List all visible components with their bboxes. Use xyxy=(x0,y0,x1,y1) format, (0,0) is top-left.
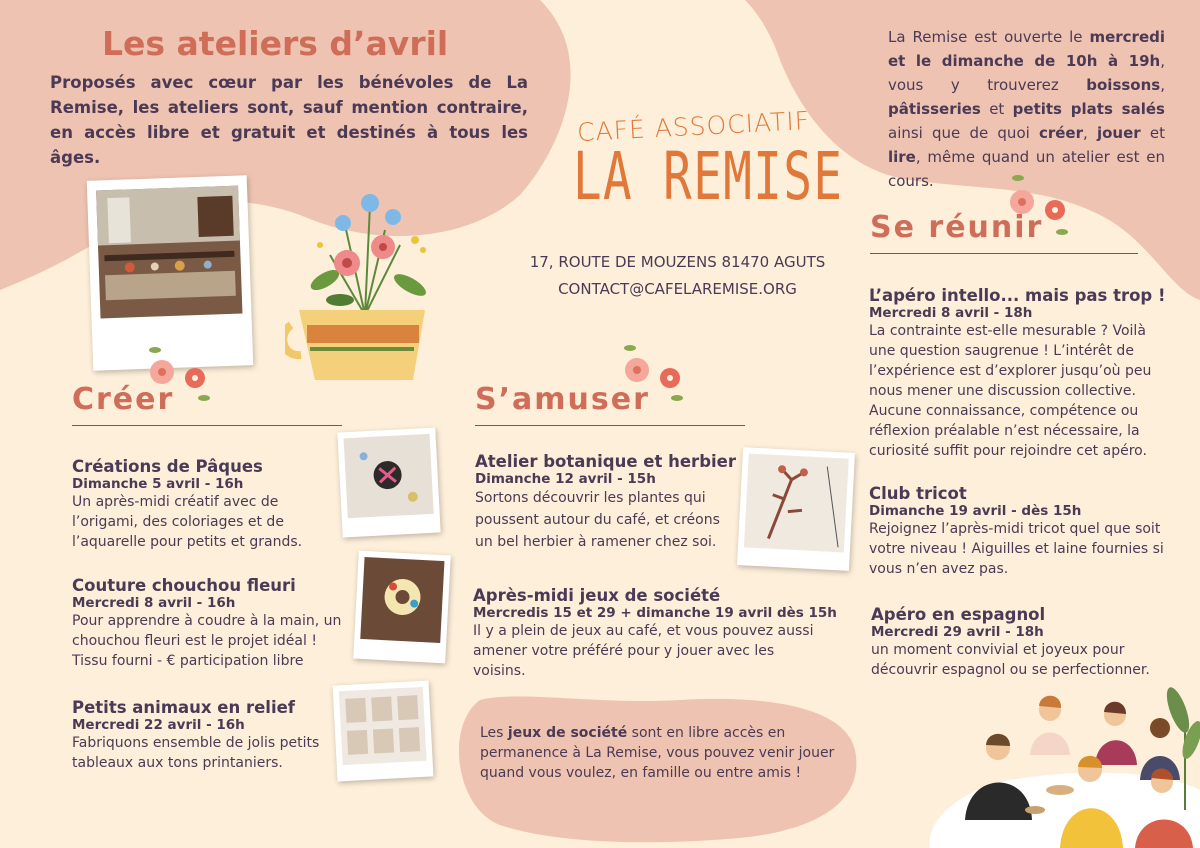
event-title: Petits animaux en relief xyxy=(72,698,295,717)
event-description: Un après-midi créatif avec de l’origami, des coloriages et de l’aquarelle pour petits et grands. xyxy=(72,494,303,550)
event-date: Dimanche 19 avril - dès 15h xyxy=(869,503,1082,519)
scrunchie-image xyxy=(353,551,451,664)
herbarium-photo xyxy=(737,447,855,571)
event-date: Mercredi 22 avril - 16h xyxy=(72,717,245,733)
relief-animals-photo xyxy=(333,681,434,782)
event-atelier-botanique xyxy=(475,452,736,553)
flower-stems xyxy=(308,205,429,315)
event-description: Sortons découvrir les plantes qui poussent autour du café, et créons un bel herbier à ramener chez soi. xyxy=(475,490,720,550)
pink-flower-icon xyxy=(334,235,395,276)
event-description: un moment convivial et joyeux pour découvrir espagnol ou se perfectionner. xyxy=(871,642,1150,678)
divider xyxy=(72,425,342,426)
event-date: Mercredi 8 avril - 16h xyxy=(72,595,236,611)
event-title: Créations de Pâques xyxy=(72,457,263,476)
event-petits-animaux xyxy=(72,698,322,773)
event-title: Couture chouchou fleuri xyxy=(72,576,296,595)
event-date: Mercredi 8 avril - 18h xyxy=(869,305,1033,321)
flower-pot-illustration xyxy=(285,185,450,385)
event-title: Apéro en espagnol xyxy=(871,605,1046,624)
person-icon xyxy=(1030,696,1070,755)
brand-logo-text: LA REMISE xyxy=(573,138,844,215)
event-apero-espagnol xyxy=(871,605,1161,680)
email: CONTACT@CAFELAREMISE.ORG xyxy=(558,280,797,298)
herbarium-image xyxy=(737,447,855,571)
divider xyxy=(475,425,745,426)
group-gathering-illustration xyxy=(940,670,1200,848)
intro-text: Proposés avec cœur par les bénévoles de La Remise, les ateliers sont, sauf mention contraire, en accès libre et gratuit et destinés à tous les âges. xyxy=(50,73,528,167)
person-icon xyxy=(1095,702,1137,765)
section-heading-samuser: S’amuser xyxy=(475,382,650,417)
divider xyxy=(870,253,1138,254)
section-heading-se-reunir: Se réunir xyxy=(870,210,1044,245)
event-date: Mercredis 15 et 29 + dimanche 19 avril dès 15h xyxy=(473,605,837,621)
event-date: Mercredi 29 avril - 18h xyxy=(871,624,1044,640)
opening-hours-text: La Remise est ouverte le mercredi et le dimanche de 10h à 19h, vous y trouverez boissons, pâtisseries et petits plats salés ainsi que de quoi créer, jouer et lire, même quand un atelier est en cours. xyxy=(888,28,1165,190)
relief-animals-image xyxy=(333,681,434,782)
event-title: Atelier botanique et herbier xyxy=(475,452,736,471)
brand-subtitle: CAFÉ ASSOCIATIF xyxy=(576,105,811,148)
scrunchie-photo xyxy=(353,551,451,664)
cup-icon xyxy=(285,310,425,380)
food-icon xyxy=(1025,785,1074,814)
event-description: Fabriquons ensemble de jolis petits tableaux aux tons printaniers. xyxy=(72,735,320,771)
address: 17, ROUTE DE MOUZENS 81470 AGUTS xyxy=(529,253,826,271)
event-club-tricot xyxy=(869,484,1169,579)
event-description: Rejoignez l’après-midi tricot quel que soit votre niveau ! Aiguilles et laine fournies si vous n’en avez pas. xyxy=(869,521,1164,577)
event-creations-paques xyxy=(72,457,342,552)
event-description: Pour apprendre à coudre à la main, un chouchou fleuri est le projet idéal ! Tissu fourni - € participation libre xyxy=(72,613,342,669)
event-description: La contrainte est-elle mesurable ? Voilà une question saugrenue ! L’intérêt de l’expérience est d’explorer jusqu’où peu nous mener une discussion collective. Aucune connaissance, compétence ou réflexion préalable n’est nécessaire, la curiosité suffit pour rejoindre cet apéro. xyxy=(869,323,1152,459)
blue-flower-icon xyxy=(335,194,401,231)
event-date: Dimanche 5 avril - 16h xyxy=(72,476,244,492)
event-title: Club tricot xyxy=(869,484,967,503)
easter-crafts-photo xyxy=(337,428,440,538)
page-title: Les ateliers d’avril xyxy=(102,24,449,63)
event-apero-intello xyxy=(869,286,1174,461)
event-couture-chouchou xyxy=(72,576,347,671)
easter-crafts-image xyxy=(337,428,440,538)
event-title: Après-midi jeux de société xyxy=(473,586,721,605)
event-title: L’apéro intello... mais pas trop ! xyxy=(869,286,1166,305)
person-icon xyxy=(1060,756,1123,848)
person-icon xyxy=(965,734,1032,820)
event-jeux-societe xyxy=(473,586,837,681)
board-games-note: Les jeux de société sont en libre accès en permanence à La Remise, vous pouvez venir jouer quand vous voulez, en famille ou entre amis ! xyxy=(480,725,835,781)
section-heading-creer: Créer xyxy=(72,382,175,417)
event-description: Il y a plein de jeux au café, et vous pouvez aussi amener votre préféré pour y jouer avec les voisins. xyxy=(473,623,814,679)
event-date: Dimanche 12 avril - 15h xyxy=(475,471,656,487)
